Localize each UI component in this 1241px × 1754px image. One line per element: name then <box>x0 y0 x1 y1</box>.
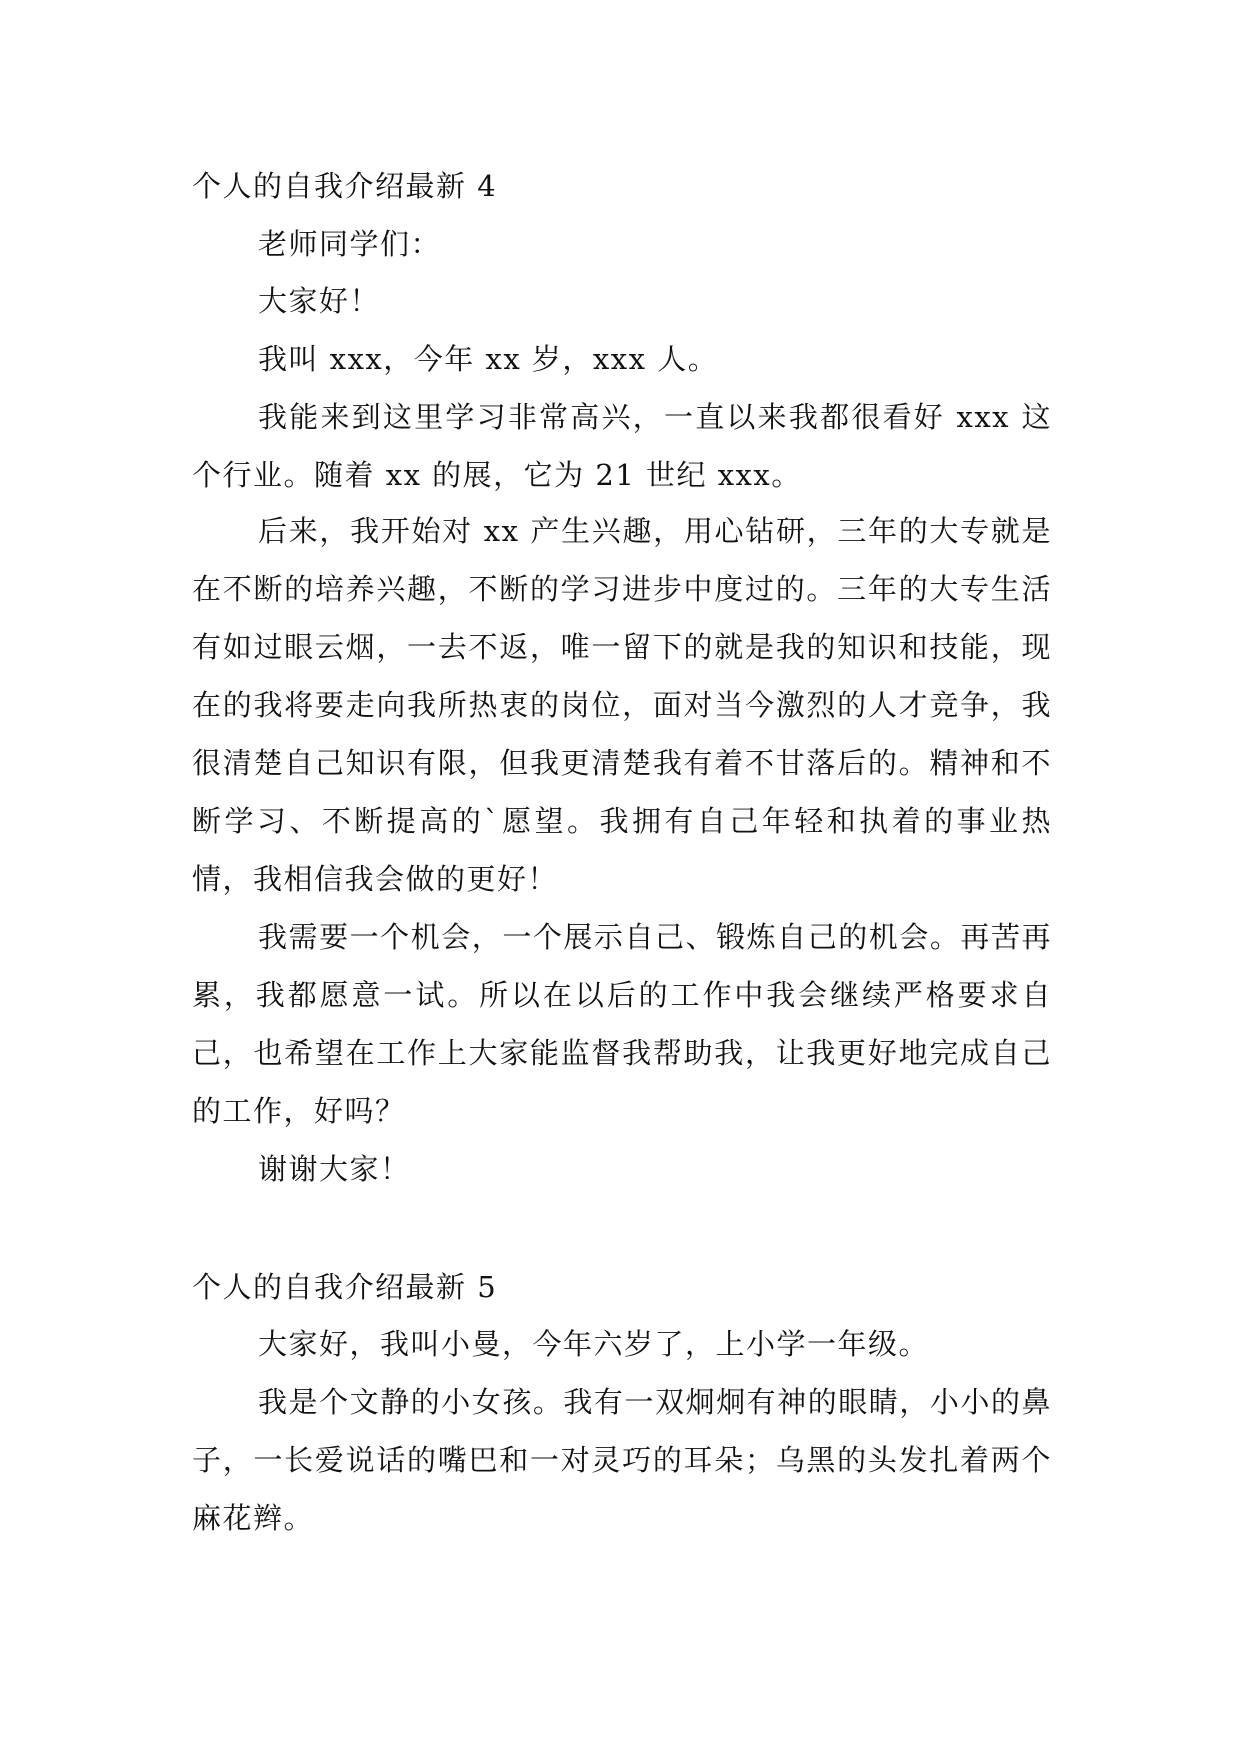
paragraph-thanks: 谢谢大家！ <box>258 1152 411 1186</box>
paragraph-xiaoman-intro: 大家好，我叫小曼，今年六岁了，上小学一年级。 <box>258 1327 930 1361</box>
section-heading-5: 个人的自我介绍最新 5 <box>192 1270 498 1304</box>
paragraph-need-opportunity: 我需要一个机会，一个展示自己、锻炼自己的机会。再苦再累，我都愿意一试。所以在以后的工作中我会继续严格要求自己，也希望在工作上大家能监督我帮助我，让我更好地完成自己的工作，好吗？ <box>192 920 1052 1128</box>
paragraph-hello-everyone: 大家好！ <box>258 284 381 318</box>
paragraph-appearance: 我是个文静的小女孩。我有一双炯炯有神的眼睛，小小的鼻子，一长爱说话的嘴巴和一对灵巧的耳朵；乌黑的头发扎着两个麻花辫。 <box>192 1385 1052 1535</box>
section-heading-4: 个人的自我介绍最新 4 <box>192 169 498 203</box>
paragraph-greeting-teachers: 老师同学们： <box>258 227 442 261</box>
paragraph-name-age: 我叫 xxx，今年 xx 岁，xxx 人。 <box>258 342 719 376</box>
paragraph-industry: 我能来到这里学习非常高兴，一直以来我都很看好 xxx 这个行业。随着 xx 的展，它为 21 世纪 xxx。 <box>192 400 1052 492</box>
paragraph-college-study: 后来，我开始对 xx 产生兴趣，用心钻研，三年的大专就是在不断的培养兴趣，不断的学习进步中度过的。三年的大专生活有如过眼云烟，一去不返，唯一留下的就是我的知识和技能，现在的我将要走向我所热衷的岗位，面对当今激烈的人才竞争，我很清楚自己知识有限，但我更清楚我有着不甘落后的。精神和不断学习、不断提高的`愿望。我拥有自己年轻和执着的事业热情，我相信我会做的更好！ <box>192 514 1052 896</box>
